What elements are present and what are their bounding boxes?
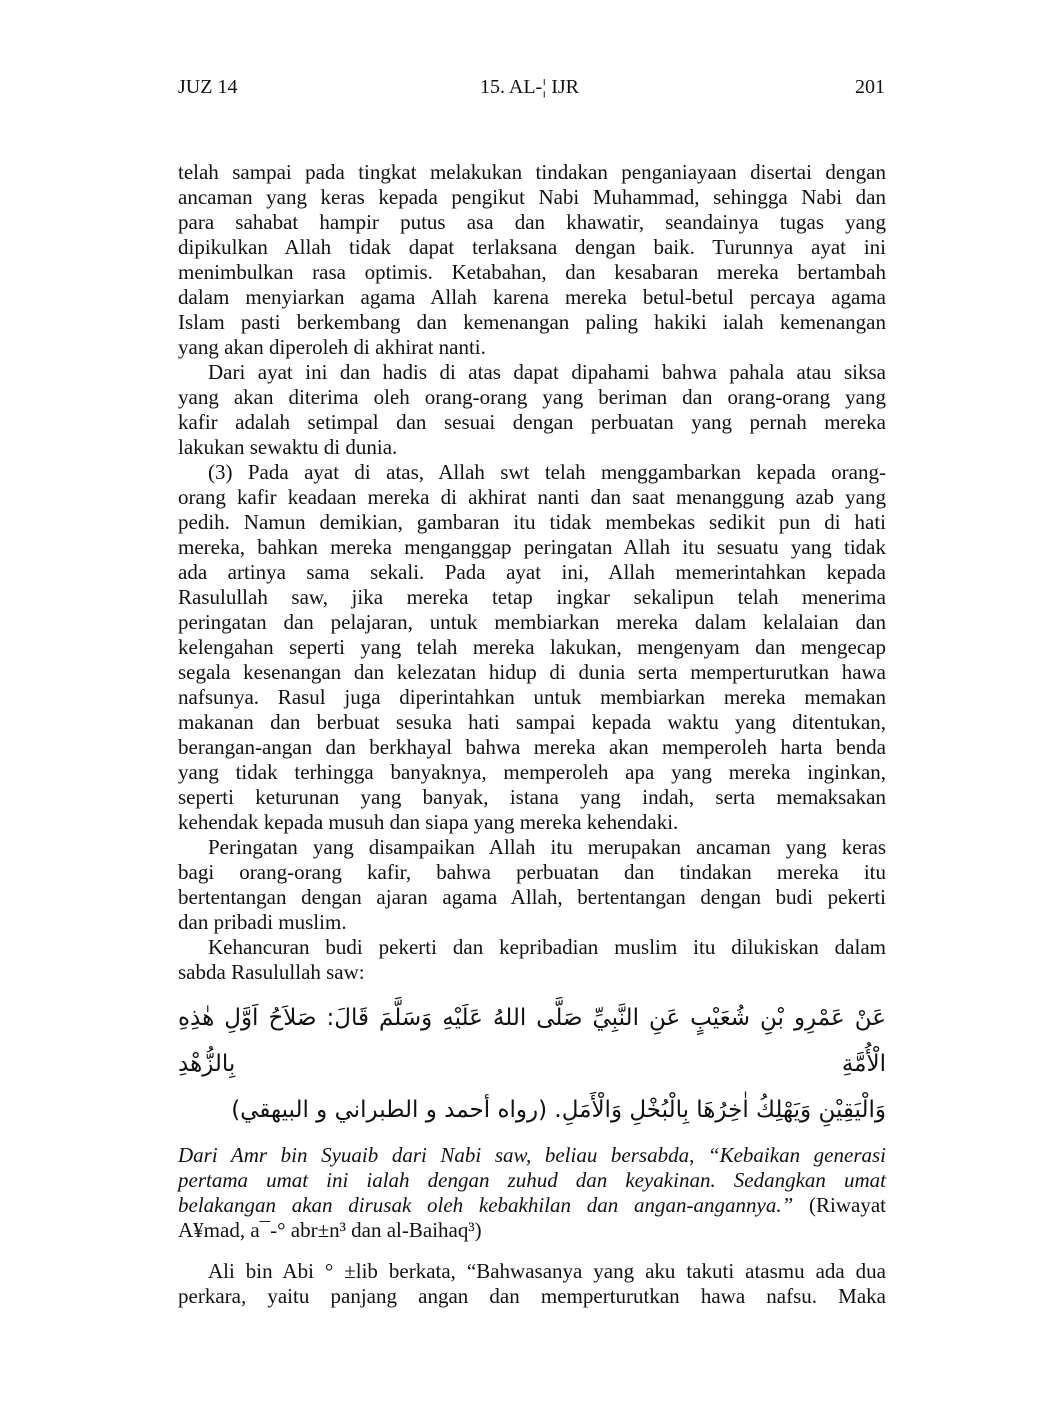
page-number: 201 bbox=[855, 76, 885, 98]
italic-text: Dari Amr bin Syuaib dari Nabi saw, beliau bersabda, “Kebaikan generasi bbox=[178, 1143, 886, 1167]
arabic-hadith bbox=[178, 995, 886, 1133]
text-line: Ali bin Abi ° ±lib berkata, “Bahwasanya yang aku takuti atasmu ada dua bbox=[208, 1259, 886, 1283]
text-line: yang akan diterima oleh orang-orang yang beriman dan orang-orang yang bbox=[178, 385, 886, 409]
text-line: mereka, bahkan mereka menganggap peringatan Allah itu sesuatu yang tidak bbox=[178, 535, 886, 559]
citation-text: (Riwayat bbox=[793, 1193, 886, 1217]
text-line: seperti keturunan yang banyak, istana yang indah, serta memaksakan bbox=[178, 785, 886, 809]
arabic-line: وَالْيَقِيْنِ وَيَهْلِكُ اٰخِرُهَا بِالْبُخْلِ وَالْأَمَلِ. (رواه أحمد و الطبراني و البيهقي) bbox=[231, 1097, 886, 1123]
spacer bbox=[178, 1243, 886, 1259]
citation-text: A¥mad, a¯-° abr±n³ dan al-Baihaq³) bbox=[178, 1218, 482, 1242]
text-line: bertentangan dengan ajaran agama Allah, bertentangan dengan budi pekerti bbox=[178, 885, 886, 909]
text-line: bagi orang-orang kafir, bahwa perbuatan dan tindakan mereka itu bbox=[178, 860, 886, 884]
paragraph bbox=[178, 1259, 886, 1309]
text-line bbox=[178, 1168, 886, 1193]
text-line: Kehancuran budi pekerti dan kepribadian muslim itu dilukiskan dalam bbox=[208, 935, 886, 959]
text-line: lakukan sewaktu di dunia. bbox=[178, 435, 398, 459]
text-line: kelengahan seperti yang telah mereka lakukan, mengenyam dan mengecap bbox=[178, 635, 886, 659]
text-line bbox=[178, 1143, 886, 1168]
running-head-chapter: 15. AL-¦ IJR bbox=[480, 76, 580, 98]
body-text bbox=[178, 160, 886, 1309]
text-line: berangan-angan dan berkhayal bahwa mereka akan memperoleh harta benda bbox=[178, 735, 886, 759]
text-line bbox=[178, 1193, 886, 1218]
paragraph bbox=[178, 160, 886, 360]
text-line: (3) Pada ayat di atas, Allah swt telah menggambarkan kepada orang- bbox=[208, 460, 886, 484]
paragraph bbox=[178, 935, 886, 985]
text-line: yang akan diperoleh di akhirat nanti. bbox=[178, 335, 486, 359]
text-line: segala kesenangan dan kelezatan hidup di dunia serta memperturutkan hawa bbox=[178, 660, 886, 684]
text-line: Peringatan yang disampaikan Allah itu merupakan ancaman yang keras bbox=[208, 835, 886, 859]
text-line: kehendak kepada musuh dan siapa yang mereka kehendaki. bbox=[178, 810, 679, 834]
spacer bbox=[178, 985, 886, 995]
paragraph bbox=[178, 460, 886, 835]
text-line: makanan dan berbuat sesuka hati sampai kepada waktu yang ditentukan, bbox=[178, 710, 886, 734]
italic-text: pertama umat ini ialah dengan zuhud dan keyakinan. Sedangkan umat bbox=[178, 1168, 886, 1192]
text-line: kafir adalah setimpal dan sesuai dengan perbuatan yang pernah mereka bbox=[178, 410, 886, 434]
text-line: pedih. Namun demikian, gambaran itu tidak membekas sedikit pun di hati bbox=[178, 510, 886, 534]
text-line: dalam menyiarkan agama Allah karena mereka betul-betul percaya agama bbox=[178, 285, 886, 309]
text-line: menimbulkan rasa optimis. Ketabahan, dan kesabaran mereka bertambah bbox=[178, 260, 886, 284]
italic-text: belakangan akan dirusak oleh kebakhilan dan angan-angannya.” bbox=[178, 1193, 794, 1217]
text-line: sabda Rasulullah saw: bbox=[178, 960, 365, 984]
text-line: ada artinya sama sekali. Pada ayat ini, Allah memerintahkan kepada bbox=[178, 560, 886, 584]
paragraph bbox=[178, 835, 886, 935]
text-line: dan pribadi muslim. bbox=[178, 910, 347, 934]
paragraph bbox=[178, 360, 886, 460]
text-line: dipikulkan Allah tidak dapat terlaksana dengan baik. Turunnya ayat ini bbox=[178, 235, 886, 259]
text-line: telah sampai pada tingkat melakukan tindakan penganiayaan disertai dengan bbox=[178, 160, 886, 184]
running-head-juz: JUZ 14 bbox=[178, 76, 238, 98]
text-line: perkara, yaitu panjang angan dan memperturutkan hawa nafsu. Maka bbox=[178, 1284, 886, 1308]
hadith-translation bbox=[178, 1143, 886, 1243]
text-line: peringatan dan pelajaran, untuk membiarkan mereka dalam kelalaian dan bbox=[178, 610, 886, 634]
text-line: orang kafir keadaan mereka di akhirat nanti dan saat menanggung azab yang bbox=[178, 485, 886, 509]
text-line: nafsunya. Rasul juga diperintahkan untuk membiarkan mereka memakan bbox=[178, 685, 886, 709]
text-line: ancaman yang keras kepada pengikut Nabi Muhammad, sehingga Nabi dan bbox=[178, 185, 886, 209]
text-line: yang tidak terhingga banyaknya, memperoleh apa yang mereka inginkan, bbox=[178, 760, 886, 784]
text-line: Dari ayat ini dan hadis di atas dapat dipahami bahwa pahala atau siksa bbox=[208, 360, 886, 384]
text-line: Rasulullah saw, jika mereka tetap ingkar sekalipun telah menerima bbox=[178, 585, 886, 609]
text-line: Islam pasti berkembang dan kemenangan paling hakiki ialah kemenangan bbox=[178, 310, 886, 334]
arabic-line: عَنْ عَمْرِو بْنِ شُعَيْبٍ عَنِ النَّبِيِّ صَلَّى اللهُ عَلَيْهِ وَسَلَّمَ قَالَ: صَلاَحُ اَوَّلِ هٰذِهِ الْأُمَّةِ بِالزُّهْدِ bbox=[178, 1005, 886, 1077]
text-line: para sahabat hampir putus asa dan khawatir, seandainya tugas yang bbox=[178, 210, 886, 234]
spacer bbox=[178, 1133, 886, 1143]
text-line bbox=[178, 1218, 886, 1243]
